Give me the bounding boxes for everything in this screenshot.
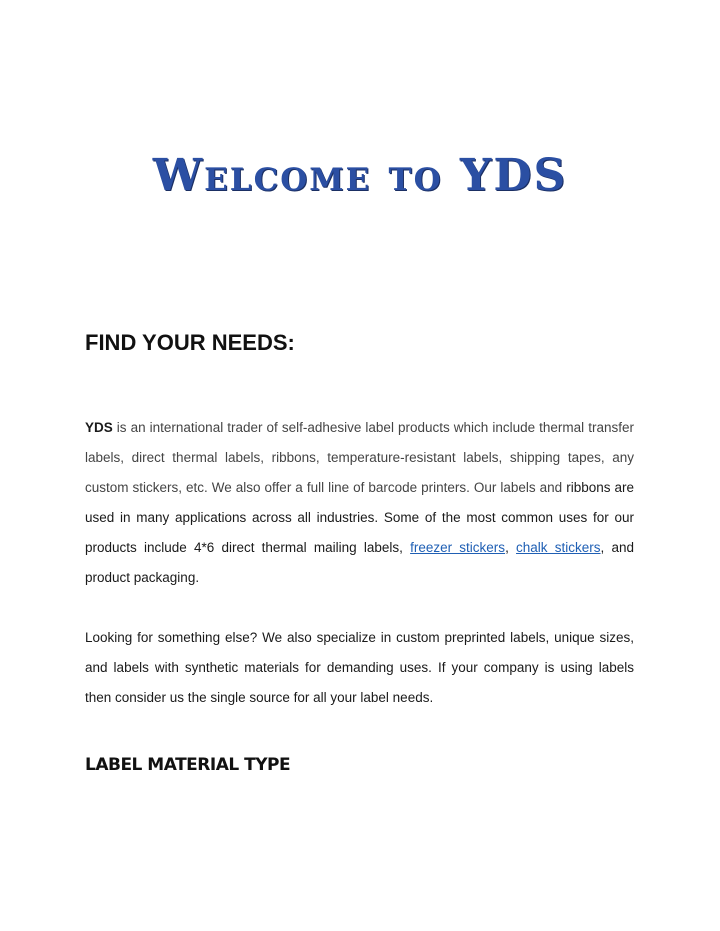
page-title: Welcome to YDS xyxy=(152,150,568,201)
find-needs-heading: FIND YOUR NEEDS: xyxy=(85,330,295,355)
intro-text-a: is an international trader of self-adhesive label products which include thermal transfer labels, direct thermal labels, ribbons, temperature-resistant labels, shipping tapes, any custom stickers, etc. We also offer a full line of barcode printers. Our labels and xyxy=(85,420,634,495)
label-material-type-heading: LABEL MATERIAL TYPE xyxy=(85,755,291,775)
chalk-stickers-link[interactable]: chalk stickers xyxy=(516,540,601,555)
link-separator: , xyxy=(505,540,517,555)
intro-paragraph xyxy=(85,413,634,593)
brand-name: YDS xyxy=(85,420,113,435)
services-paragraph: Looking for something else? We also specialize in custom preprinted labels, unique sizes, and labels with synthetic materials for demanding uses. If your company is using labels then consider us the single source for all your label needs. xyxy=(85,630,634,705)
intro-text-c: , and product packaging. xyxy=(85,540,634,585)
intro-text-b: ribbons are used in many applications across all industries. Some of the most common uses for our products include 4*6 direct thermal mailing labels, xyxy=(85,480,634,555)
freezer-stickers-link[interactable]: freezer stickers xyxy=(410,540,506,555)
